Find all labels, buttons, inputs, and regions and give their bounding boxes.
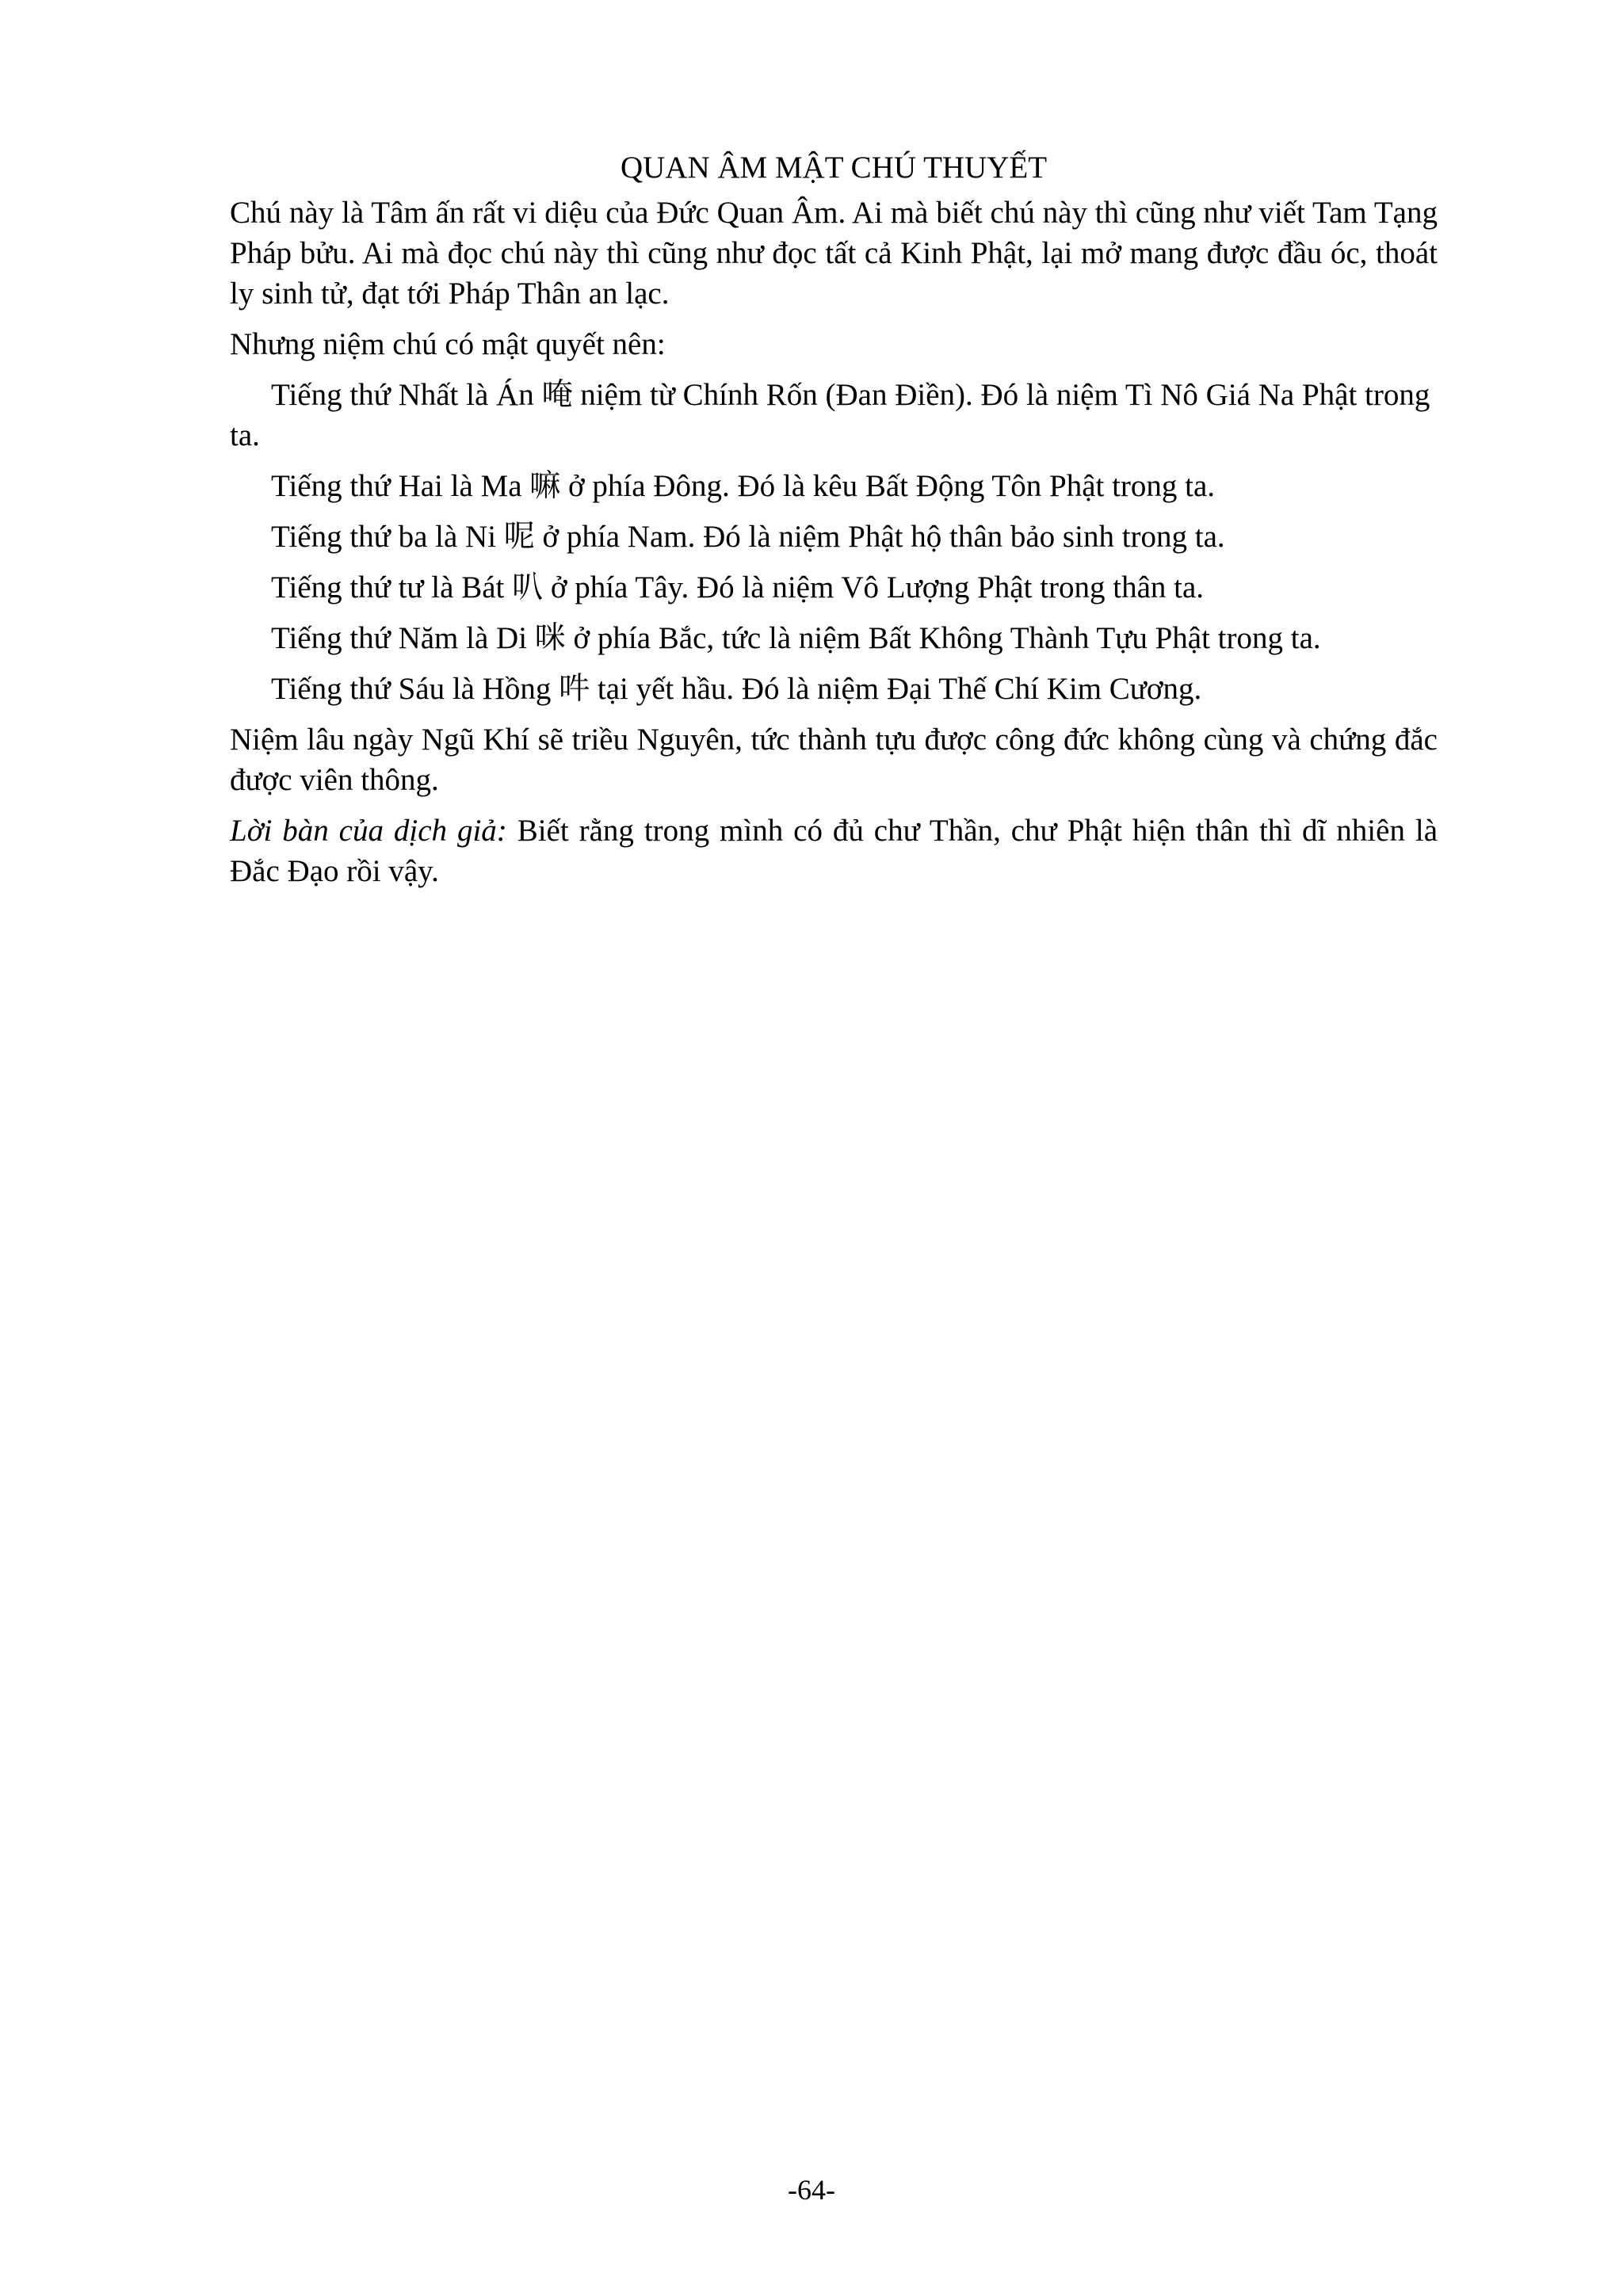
conclusion-paragraph: Niệm lâu ngày Ngũ Khí sẽ triều Nguyên, tức thành tựu được công đức không cùng và chứng đắc được viên thông. <box>230 723 1438 797</box>
page-title: QUAN ÂM MẬT CHÚ THUYẾT <box>620 151 1048 185</box>
list-item: Tiếng thứ ba là Ni 呢 ở phía Nam. Đó là niệm Phật hộ thân bảo sinh trong ta. <box>271 520 1225 554</box>
list-item: Tiếng thứ Năm là Di 咪 ở phía Bắc, tức là niệm Bất Không Thành Tựu Phật trong ta. <box>271 621 1321 655</box>
intro-paragraph: Chú này là Tâm ấn rất vi diệu của Đức Quan Âm. Ai mà biết chú này thì cũng như viết Tam Tạng Pháp bửu. Ai mà đọc chú này thì cũng như đọc tất cả Kinh Phật, lại mở mang được đầu óc, thoát ly sinh tử, đạt tới Pháp Thân an lạc. <box>230 196 1438 311</box>
translator-note-text: Biết rằng trong mình có đủ chư Thần, chư Phật hiện thân thì dĩ nhiên là Đắc Đạo rồi vậy. <box>230 814 1438 888</box>
translator-note <box>230 810 1438 891</box>
list-item: Tiếng thứ Hai là Ma 嘛 ở phía Đông. Đó là kêu Bất Động Tôn Phật trong ta. <box>271 469 1216 503</box>
lead-paragraph: Nhưng niệm chú có mật quyết nên: <box>230 327 666 361</box>
list-item: Tiếng thứ Nhất là Án 唵 niệm từ Chính Rốn (Đan Điền). Đó là niệm Tì Nô Giá Na Phật trong ta. <box>230 378 1430 452</box>
translator-note-label: Lời bàn của dịch giả: <box>230 814 507 848</box>
list-item: Tiếng thứ Sáu là Hồng 吽 tại yết hầu. Đó là niệm Đại Thế Chí Kim Cương. <box>271 672 1202 706</box>
page-number: -64- <box>788 2174 835 2206</box>
list-item: Tiếng thứ tư là Bát 叭 ở phía Tây. Đó là niệm Vô Lượng Phật trong thân ta. <box>271 570 1205 605</box>
page-content <box>230 147 1438 902</box>
